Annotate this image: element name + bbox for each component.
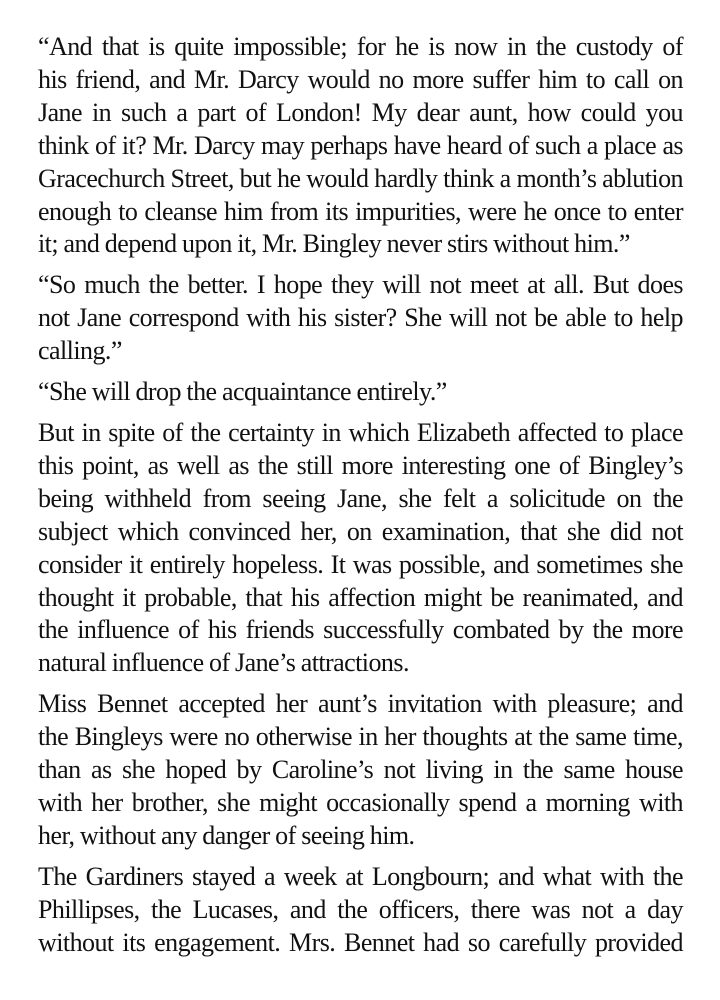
text-line: Gracechurch Street, but he would hardly think a month’s ablution	[38, 163, 683, 193]
paragraph-1	[38, 31, 683, 261]
text-line: subject which convinced her, on examination, that she did not	[38, 516, 683, 546]
text-line: enough to cleanse him from its impurities, were he once to enter	[38, 196, 683, 226]
text-line: his friend, and Mr. Darcy would no more suffer him to call on	[38, 64, 683, 94]
document-page	[38, 31, 683, 967]
text-line: “So much the better. I hope they will not meet at all. But does	[38, 270, 683, 300]
text-line: being withheld from seeing Jane, she felt a solicitude on the	[38, 483, 683, 513]
text-line: consider it entirely hopeless. It was possible, and sometimes she	[38, 549, 683, 579]
text-line: think of it? Mr. Darcy may perhaps have heard of such a place as	[38, 130, 683, 160]
text-line: her, without any danger of seeing him.	[38, 820, 415, 850]
text-line: this point, as well as the still more interesting one of Bingley’s	[38, 450, 683, 480]
text-line: But in spite of the certainty in which Elizabeth affected to place	[38, 417, 683, 447]
paragraph-4	[38, 417, 683, 680]
text-line: it; and depend upon it, Mr. Bingley never stirs without him.”	[38, 229, 630, 259]
paragraph-5	[38, 688, 683, 853]
paragraph-6	[38, 861, 683, 960]
text-line: Jane in such a part of London! My dear aunt, how could you	[38, 97, 683, 127]
text-line: not Jane correspond with his sister? She will not be able to help	[38, 303, 683, 333]
text-line: the influence of his friends successfully combated by the more	[38, 615, 683, 645]
text-line: Miss Bennet accepted her aunt’s invitation with pleasure; and	[38, 689, 683, 719]
text-line: The Gardiners stayed a week at Longbourn; and what with the	[38, 861, 683, 891]
text-line: the Bingleys were no otherwise in her thoughts at the same time,	[38, 722, 683, 752]
paragraph-2	[38, 269, 683, 368]
text-line: natural influence of Jane’s attractions.	[38, 648, 409, 678]
text-line: “And that is quite impossible; for he is now in the custody of	[38, 32, 683, 61]
text-line: “She will drop the acquaintance entirely.”	[38, 377, 447, 407]
text-line: calling.”	[38, 336, 122, 366]
text-line: thought it probable, that his affection might be reanimated, and	[38, 582, 683, 612]
paragraph-3	[38, 376, 683, 409]
text-line: Phillipses, the Lucases, and the officers, there was not a day	[38, 894, 683, 924]
text-line: than as she hoped by Caroline’s not living in the same house	[38, 755, 683, 785]
text-line: without its engagement. Mrs. Bennet had so carefully provided	[38, 927, 683, 957]
text-line: with her brother, she might occasionally spend a morning with	[38, 787, 683, 817]
